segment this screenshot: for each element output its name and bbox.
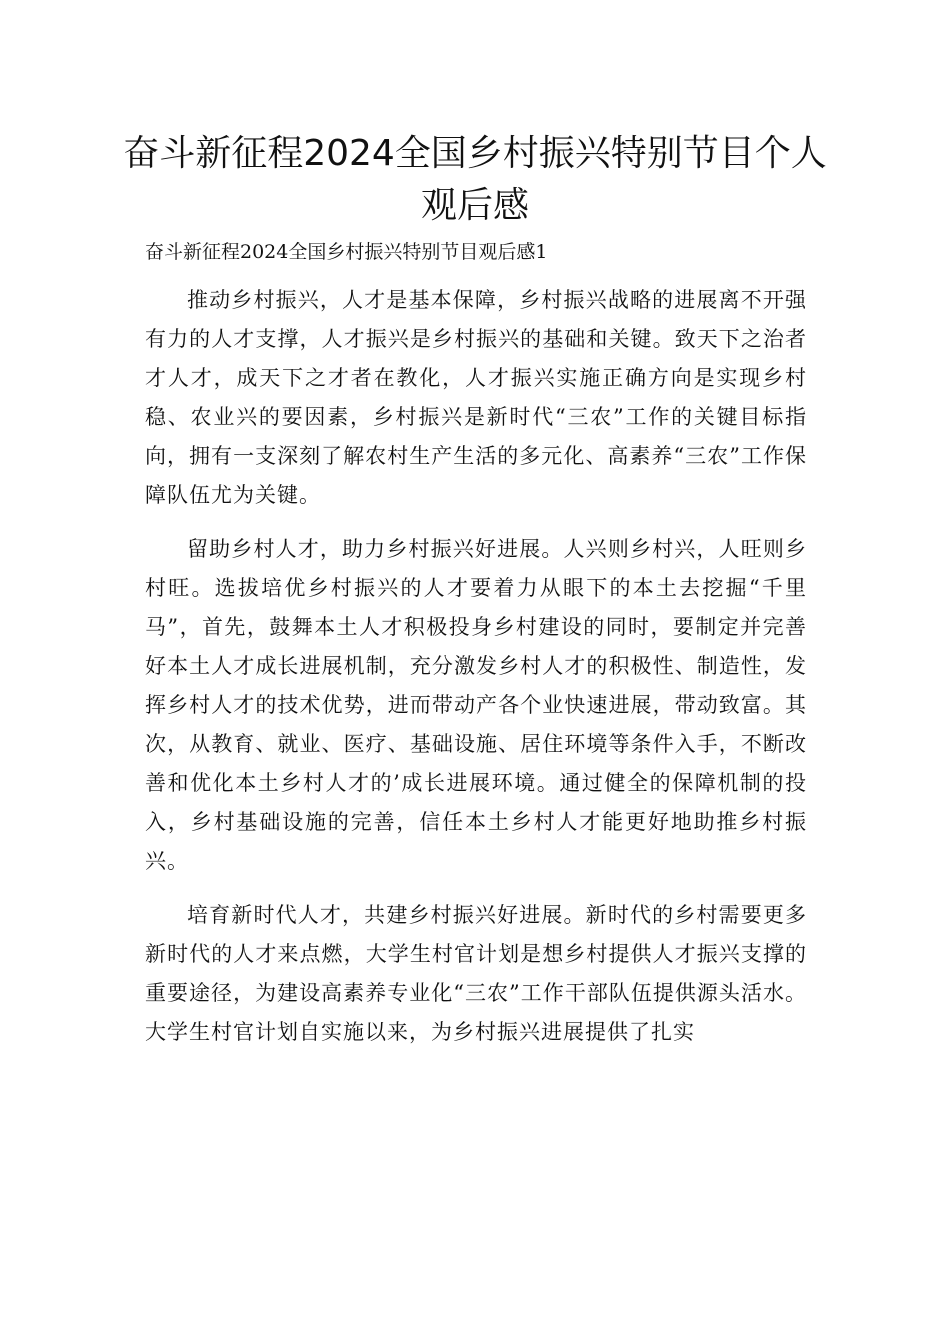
- document-body: [145, 281, 807, 1067]
- paragraph: 留助乡村人才，助力乡村振兴好进展。人兴则乡村兴，人旺则乡村旺。选拔培优乡村振兴的人才要着力从眼下的本土去挖掘“千里马”，首先，鼓舞本土人才积极投身乡村建设的同时，要制定并完善好本土人才成长进展机制，充分激发乡村人才的积极性、制造性，发挥乡村人才的技术优势，进而带动产各个业快速进展，带动致富。其次，从教育、就业、医疗、基础设施、居住环境等条件入手，不断改善和优化本土乡村人才的’成长进展环境。通过健全的保障机制的投入，乡村基础设施的完善，信任本土乡村人才能更好地助推乡村振兴。: [145, 537, 807, 873]
- paragraph: 推动乡村振兴，人才是基本保障，乡村振兴战略的进展离不开强有力的人才支撑，人才振兴是乡村振兴的基础和关键。致天下之治者才人才，成天下之才者在教化，人才振兴实施正确方向是实现乡村稳、农业兴的要因素，乡村振兴是新时代“三农”工作的关键目标指向，拥有一支深刻了解农村生产生活的多元化、高素养“三农”工作保障队伍尤为关键。: [145, 288, 807, 507]
- document-title: 奋斗新征程2024全国乡村振兴特别节目个人观后感: [123, 133, 827, 226]
- document-subtitle: 奋斗新征程2024全国乡村振兴特别节目观后感1: [145, 241, 548, 263]
- paragraph: 培育新时代人才，共建乡村振兴好进展。新时代的乡村需要更多新时代的人才来点燃，大学生村官计划是想乡村提供人才振兴支撑的重要途径，为建设高素养专业化“三农”工作干部队伍提供源头活水。大学生村官计划自实施以来，为乡村振兴进展提供了扎实: [145, 903, 807, 1044]
